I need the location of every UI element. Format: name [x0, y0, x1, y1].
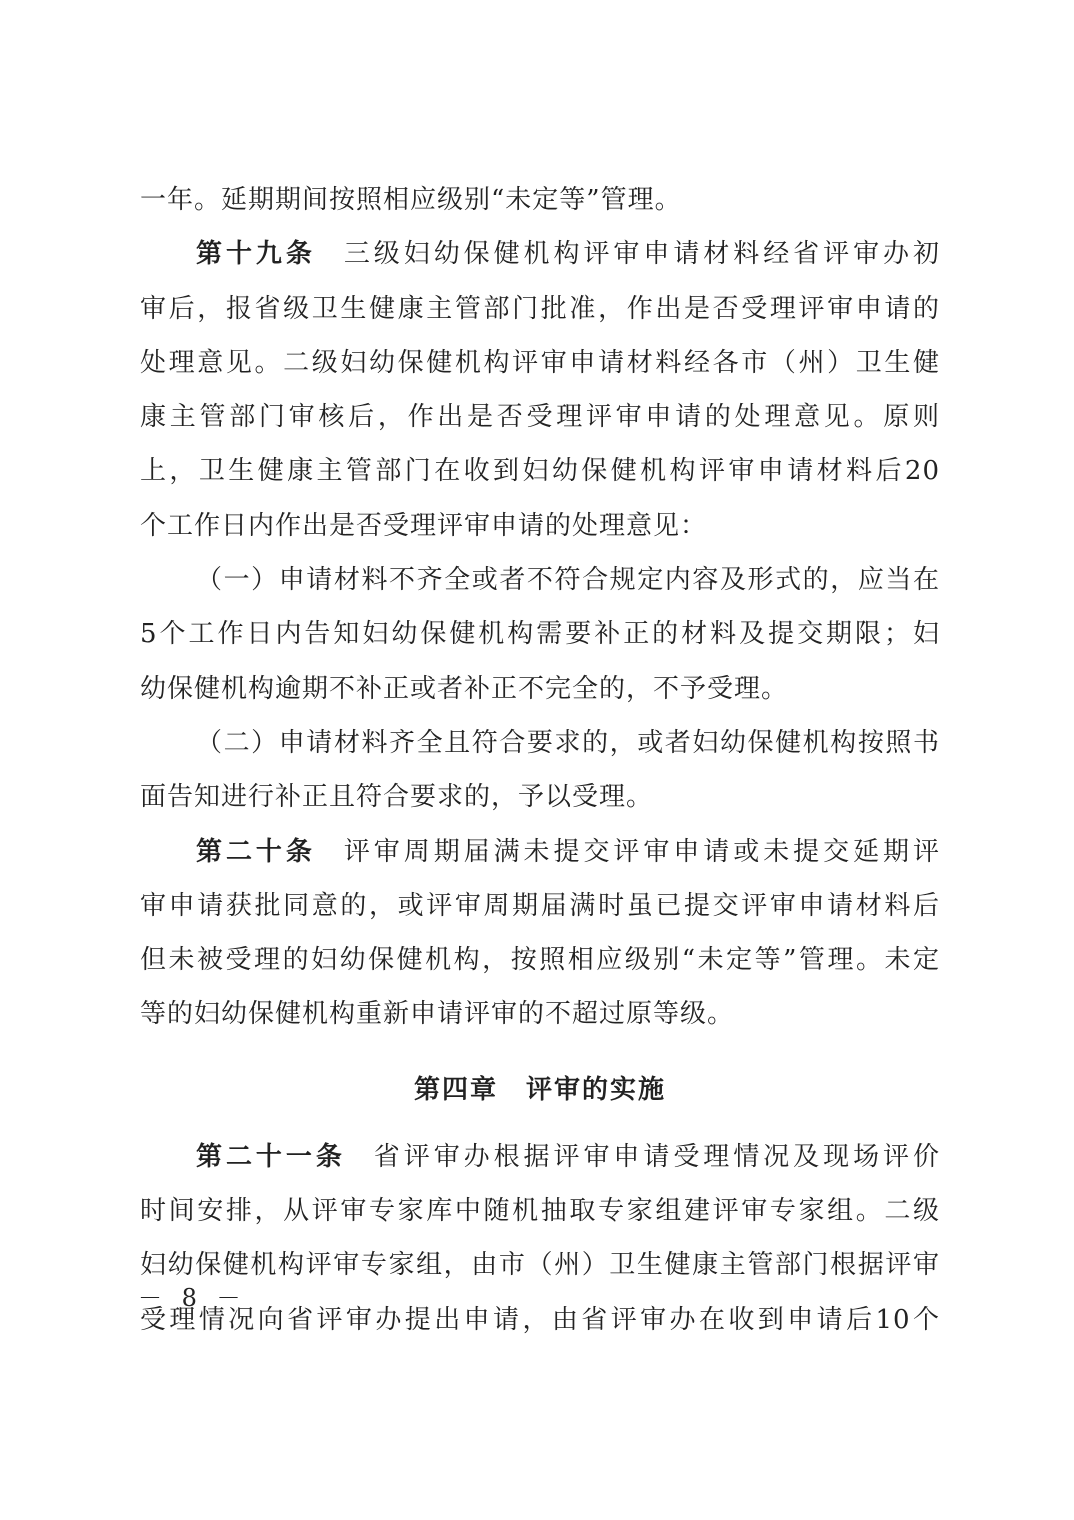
chapter-heading	[140, 1042, 940, 1130]
chapter-number: 第四章	[413, 1074, 498, 1105]
text-line: 但未被受理的妇幼保健机构，按照相应级别“未定等”管理。未定	[140, 945, 940, 976]
document-body	[140, 173, 940, 1347]
article-20-first-line	[140, 825, 940, 879]
item-2-first-line: （二）申请材料齐全且符合要求的，或者妇幼保健机构按照书	[196, 727, 940, 758]
text-line: 一年。延期期间按照相应级别“未定等”管理。	[140, 185, 682, 215]
text-line: 受理情况向省评审办提出申请，由省评审办在收到申请后10个	[140, 1304, 940, 1335]
text-line: 审申请获批同意的，或评审周期届满时虽已提交评审申请材料后	[140, 890, 940, 921]
article-19-first-line	[140, 227, 940, 281]
article-20-heading: 第二十条	[196, 836, 316, 867]
text-span: 评审周期届满未提交评审申请或未提交延期评	[343, 836, 940, 867]
text-line: 上，卫生健康主管部门在收到妇幼保健机构评审申请材料后20	[140, 456, 940, 487]
article-21-first-line	[140, 1130, 940, 1184]
article-19-heading: 第十九条	[196, 239, 316, 270]
text-line: 5个工作日内告知妇幼保健机构需要补正的材料及提交期限；妇	[140, 619, 940, 650]
text-line: 处理意见。二级妇幼保健机构评审申请材料经各市（州）卫生健	[140, 347, 940, 378]
text-line: 面告知进行补正且符合要求的，予以受理。	[140, 782, 654, 813]
text-line: 审后，报省级卫生健康主管部门批准，作出是否受理评审申请的	[140, 293, 940, 324]
text-line: 康主管部门审核后，作出是否受理评审申请的处理意见。原则	[140, 402, 940, 433]
text-span: 三级妇幼保健机构评审申请材料经省评审办初	[343, 239, 940, 270]
text-line: 幼保健机构逾期不补正或者补正不完全的，不予受理。	[140, 673, 789, 704]
text-span: 省评审办根据评审申请受理情况及现场评价	[373, 1141, 940, 1172]
page-number: － 8 －	[138, 1284, 247, 1312]
text-line: 等的妇幼保健机构重新申请评审的不超过原等级。	[140, 999, 735, 1030]
text-line: 个工作日内作出是否受理评审申请的处理意见：	[140, 510, 708, 541]
text-line: 妇幼保健机构评审专家组，由市（州）卫生健康主管部门根据评审	[140, 1250, 940, 1281]
article-21-heading: 第二十一条	[196, 1141, 346, 1172]
text-line: 时间安排，从评审专家库中随机抽取专家组建评审专家组。二级	[140, 1196, 940, 1227]
item-1-first-line: （一）申请材料不齐全或者不符合规定内容及形式的，应当在	[196, 565, 940, 596]
chapter-title: 评审的实施	[526, 1074, 667, 1105]
